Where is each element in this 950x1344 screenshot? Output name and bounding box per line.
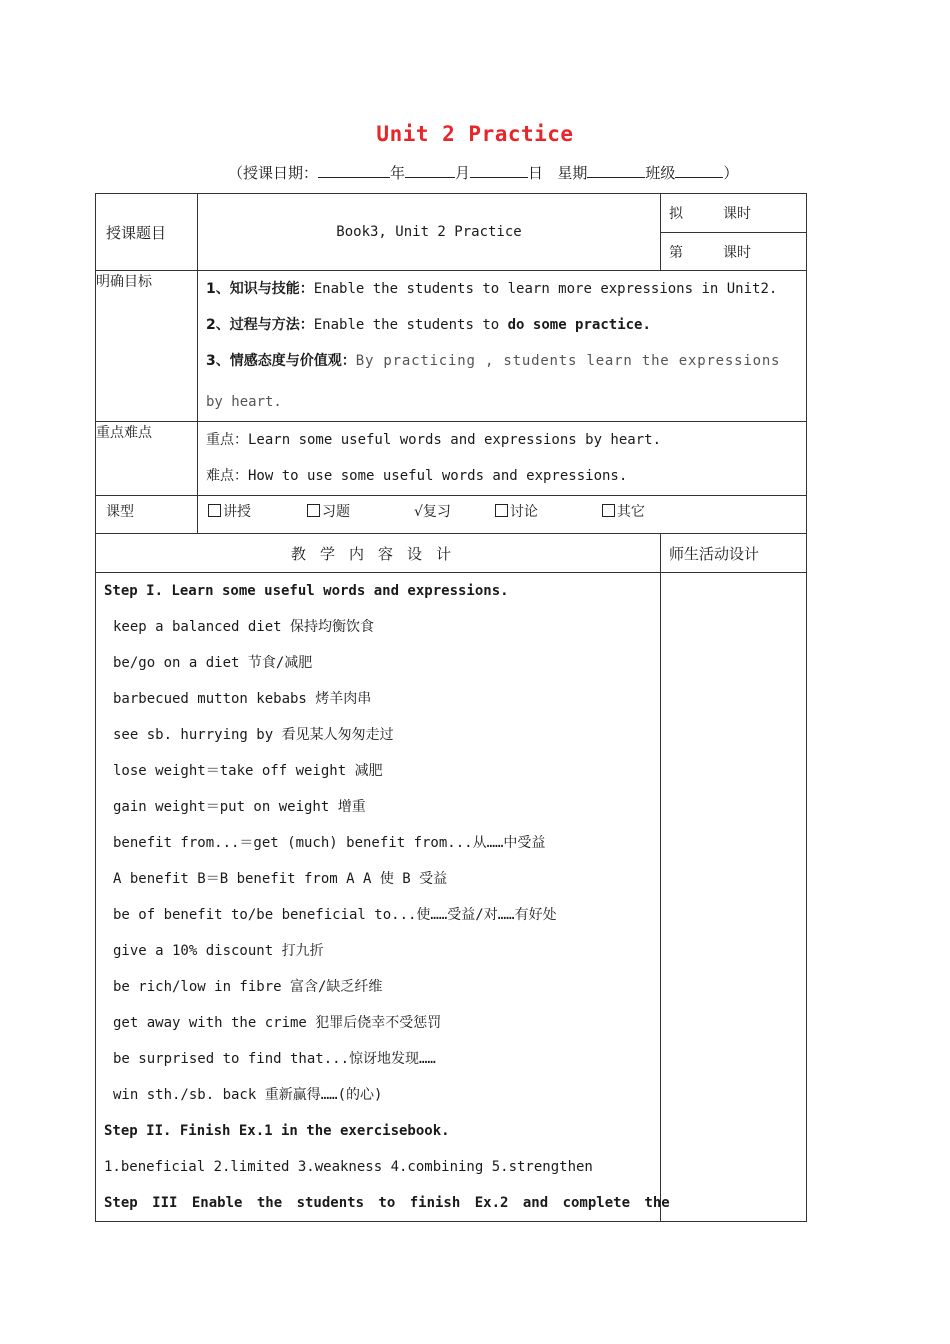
expression-item: get away with the crime 犯罪后侥幸不受惩罚 bbox=[113, 1015, 442, 1031]
type-other-checkbox[interactable]: 其它 bbox=[602, 504, 645, 520]
month-label: 月 bbox=[455, 164, 471, 182]
planned-unit: 课时 bbox=[723, 206, 751, 222]
date-blank bbox=[318, 163, 390, 178]
step-two: Step II. Finish Ex.1 in the exercisebook. bbox=[104, 1123, 450, 1139]
key-point: 重点：Learn some useful words and expressions by heart. bbox=[206, 432, 662, 448]
weekday-label: 星期 bbox=[557, 164, 588, 182]
activity-cell bbox=[661, 573, 807, 1222]
content-header-cell bbox=[96, 534, 661, 573]
goal-process: 2、过程与方法：Enable the students to do some practice. bbox=[206, 317, 651, 333]
step-one: Step I. Learn some useful words and expressions. bbox=[104, 583, 509, 599]
lesson-number-label: 第 bbox=[669, 244, 683, 261]
month-blank bbox=[405, 163, 455, 178]
activity-header-cell bbox=[661, 534, 807, 573]
goals-label-cell bbox=[96, 271, 198, 422]
planned-label: 拟 bbox=[669, 206, 683, 222]
expression-item: be rich/low in fibre 富含/缺乏纤维 bbox=[113, 979, 383, 995]
goal-emotion: 3、情感态度与价值观：By practicing , students learn the expressions bbox=[206, 353, 781, 369]
key-label-cell bbox=[96, 422, 198, 496]
type-label-cell bbox=[96, 496, 198, 534]
expression-item: win sth./sb. back 重新赢得……(的心) bbox=[113, 1087, 383, 1103]
expression-item: keep a balanced diet 保持均衡饮食 bbox=[113, 619, 375, 635]
type-cell bbox=[198, 496, 807, 534]
topic-value: Book3, Unit 2 Practice bbox=[336, 224, 522, 240]
lesson-plan-table bbox=[95, 193, 807, 1222]
weekday-blank bbox=[587, 163, 645, 178]
year-label: 年 bbox=[390, 164, 406, 182]
expression-item: give a 10% discount 打九折 bbox=[113, 943, 324, 959]
activity-header: 师生活动设计 bbox=[669, 544, 760, 563]
date-label: （授课日期： bbox=[228, 164, 319, 182]
class-blank bbox=[675, 163, 723, 178]
expression-item: be of benefit to/be beneficial to...使……受益/对……有好处 bbox=[113, 907, 557, 923]
goals-cell bbox=[198, 271, 807, 422]
expression-item: see sb. hurrying by 看见某人匆匆走过 bbox=[113, 727, 394, 743]
planned-hours-cell bbox=[661, 194, 807, 233]
expression-item: benefit from...＝get (much) benefit from...从……中受益 bbox=[113, 835, 546, 851]
expression-item: barbecued mutton kebabs 烤羊肉串 bbox=[113, 691, 372, 707]
type-exercise-checkbox[interactable]: 习题 bbox=[307, 504, 350, 520]
date-line bbox=[228, 162, 738, 183]
expression-item: be/go on a diet 节食/减肥 bbox=[113, 655, 313, 671]
goal-emotion-cont: by heart. bbox=[206, 394, 282, 410]
expression-item: A benefit B＝B benefit from A A 使 B 受益 bbox=[113, 871, 448, 887]
day-label: 日 bbox=[528, 164, 544, 182]
expression-item: be surprised to find that...惊讶地发现…… bbox=[113, 1051, 436, 1067]
goal-knowledge: 1、知识与技能：Enable the students to learn more expressions in Unit2. bbox=[206, 281, 778, 297]
expression-item: gain weight＝put on weight 增重 bbox=[113, 799, 366, 815]
answers: 1.beneficial 2.limited 3.weakness 4.combining 5.strengthen bbox=[104, 1159, 593, 1175]
topic-label: 授课题目 bbox=[106, 223, 167, 242]
type-label: 课型 bbox=[106, 504, 134, 520]
topic-value-cell bbox=[198, 194, 661, 271]
type-review-checkbox[interactable]: √复习 bbox=[414, 504, 451, 520]
lesson-number-cell bbox=[661, 233, 807, 271]
topic-label-cell bbox=[96, 194, 198, 271]
expression-list bbox=[104, 609, 652, 1113]
type-lecture-checkbox[interactable]: 讲授 bbox=[208, 504, 251, 520]
step-three: Step III Enable the students to finish Ex.2 and complete the bbox=[104, 1195, 670, 1211]
day-blank bbox=[470, 163, 528, 178]
lesson-number-unit: 课时 bbox=[723, 244, 751, 261]
difficult-point: 难点：How to use some useful words and expressions. bbox=[206, 468, 628, 484]
expression-item: lose weight＝take off weight 减肥 bbox=[113, 763, 383, 779]
type-discussion-checkbox[interactable]: 讨论 bbox=[495, 504, 538, 520]
key-label: 重点难点 bbox=[96, 425, 152, 441]
class-label: 班级 bbox=[645, 164, 676, 182]
key-cell bbox=[198, 422, 807, 496]
goals-label: 明确目标 bbox=[96, 274, 152, 290]
content-header: 教学内容设计 bbox=[290, 544, 465, 563]
page-title: Unit 2 Practice bbox=[376, 122, 574, 146]
date-close: ） bbox=[723, 164, 739, 182]
content-cell bbox=[96, 573, 670, 1222]
